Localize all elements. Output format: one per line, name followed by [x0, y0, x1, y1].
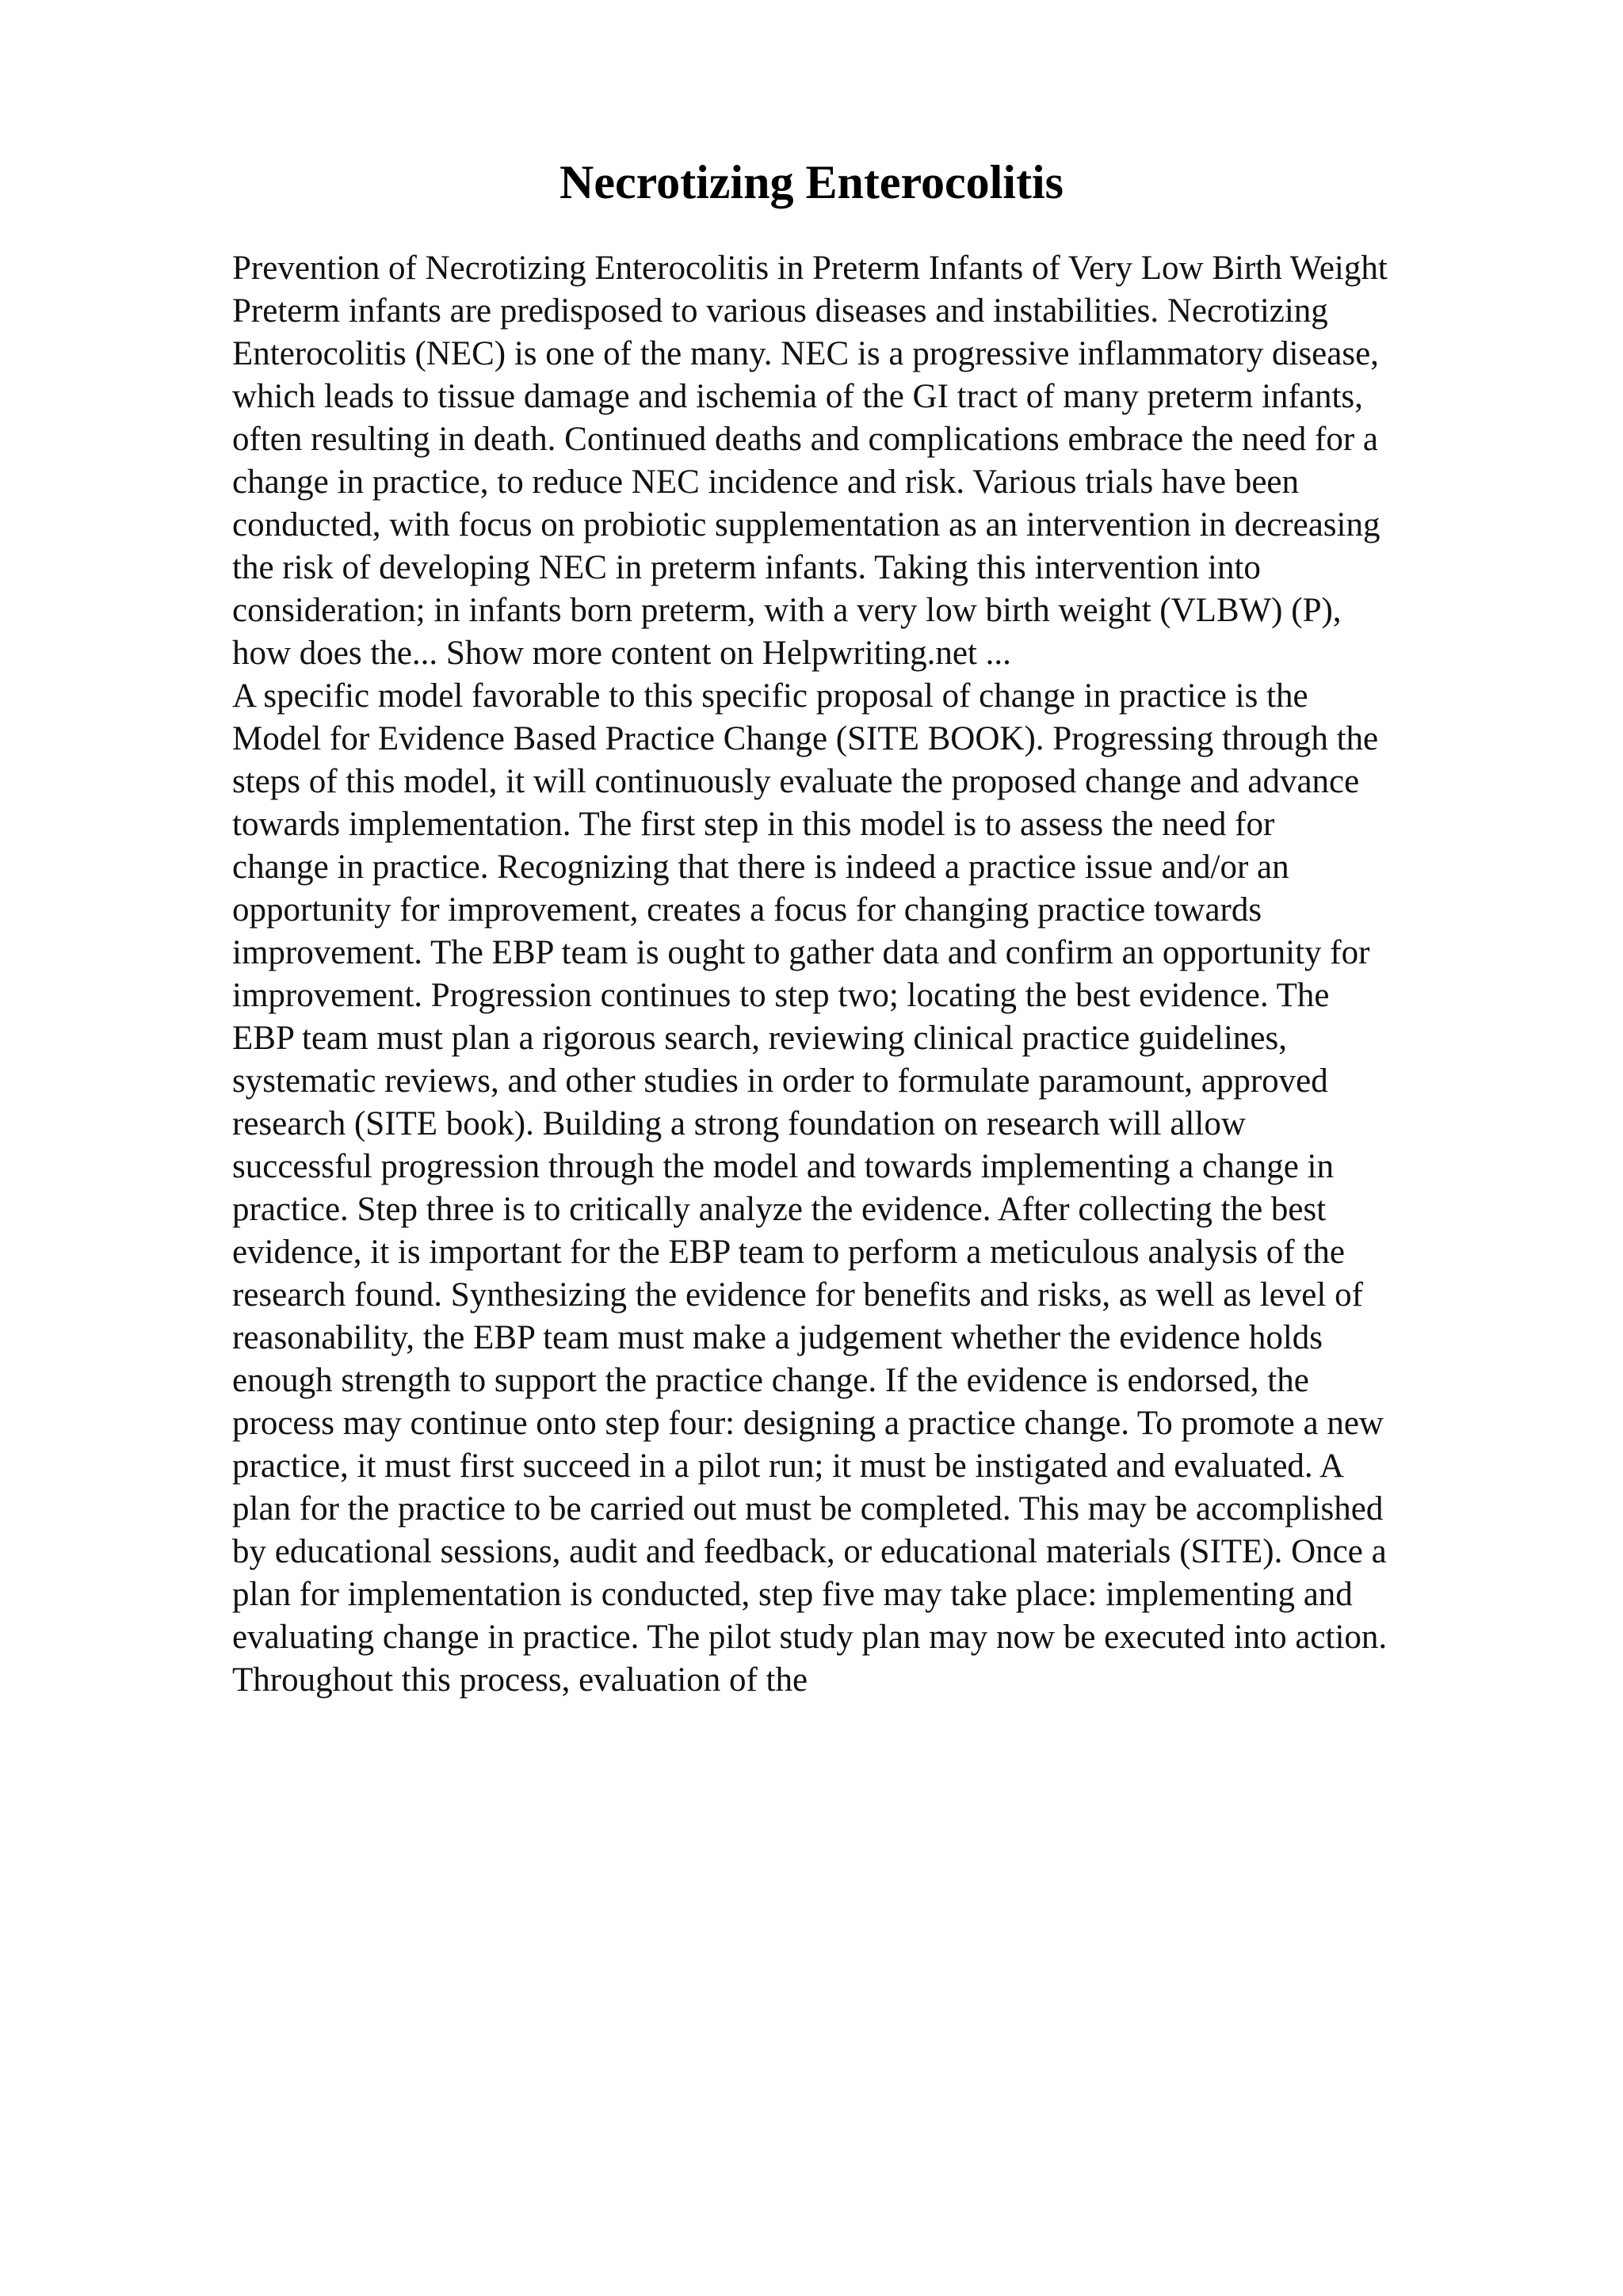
body-line: successful progression through the model and towards implementing a change in	[232, 1148, 1335, 1185]
body-line: evidence, it is important for the EBP team to perform a meticulous analysis of the	[232, 1234, 1345, 1271]
body-line: practice. Step three is to critically analyze the evidence. After collecting the best	[232, 1191, 1327, 1228]
body-line: which leads to tissue damage and ischemia of the GI tract of many preterm infants,	[232, 378, 1363, 415]
body-line: opportunity for improvement, creates a focus for changing practice towards	[232, 891, 1262, 929]
body-line: improvement. The EBP team is ought to gather data and confirm an opportunity for	[232, 934, 1370, 971]
body-line: enough strength to support the practice change. If the evidence is endorsed, the	[232, 1362, 1309, 1399]
body-line: change in practice, to reduce NEC incidence and risk. Various trials have been	[232, 463, 1300, 501]
body-line: the risk of developing NEC in preterm infants. Taking this intervention into	[232, 549, 1261, 586]
body-line: reasonability, the EBP team must make a judgement whether the evidence holds	[232, 1319, 1323, 1356]
body-line: how does the... Show more content on Helpwriting.net ...	[232, 635, 1011, 672]
body-line: improvement. Progression continues to step two; locating the best evidence. The	[232, 977, 1330, 1014]
body-line: by educational sessions, audit and feedback, or educational materials (SITE). Once a	[232, 1533, 1387, 1570]
document-title: Necrotizing Enterocolitis	[559, 156, 1064, 208]
body-line: Enterocolitis (NEC) is one of the many. NEC is a progressive inflammatory disease,	[232, 335, 1379, 372]
body-line: plan for implementation is conducted, step five may take place: implementing and	[232, 1576, 1353, 1613]
body-line: Throughout this process, evaluation of the	[232, 1661, 808, 1699]
document-body	[232, 247, 1516, 1702]
body-line: A specific model favorable to this specific proposal of change in practice is the	[232, 677, 1308, 715]
body-line: change in practice. Recognizing that there is indeed a practice issue and/or an	[232, 849, 1289, 886]
body-line: Prevention of Necrotizing Enterocolitis in Preterm Infants of Very Low Birth Weight	[232, 250, 1388, 287]
body-line: evaluating change in practice. The pilot study plan may now be executed into action.	[232, 1619, 1388, 1656]
body-line: process may continue onto step four: designing a practice change. To promote a new	[232, 1405, 1384, 1442]
body-line: towards implementation. The first step in this model is to assess the need for	[232, 806, 1275, 843]
body-line: often resulting in death. Continued deaths and complications embrace the need for a	[232, 421, 1379, 458]
body-line: research (SITE book). Building a strong foundation on research will allow	[232, 1105, 1246, 1142]
body-line: Preterm infants are predisposed to various diseases and instabilities. Necrotizing	[232, 292, 1328, 330]
body-line: plan for the practice to be carried out must be completed. This may be accomplished	[232, 1490, 1384, 1527]
body-line: research found. Synthesizing the evidence for benefits and risks, as well as level of	[232, 1276, 1363, 1314]
body-line: practice, it must first succeed in a pilot run; it must be instigated and evaluated. A	[232, 1447, 1345, 1485]
body-line: steps of this model, it will continuously evaluate the proposed change and advance	[232, 763, 1360, 800]
body-line: consideration; in infants born preterm, with a very low birth weight (VLBW) (P),	[232, 592, 1342, 629]
body-line: Model for Evidence Based Practice Change (SITE BOOK). Progressing through the	[232, 720, 1379, 757]
body-line: EBP team must plan a rigorous search, reviewing clinical practice guidelines,	[232, 1020, 1287, 1057]
body-line: conducted, with focus on probiotic supplementation as an intervention in decreasing	[232, 506, 1381, 543]
body-line: systematic reviews, and other studies in order to formulate paramount, approved	[232, 1062, 1328, 1100]
